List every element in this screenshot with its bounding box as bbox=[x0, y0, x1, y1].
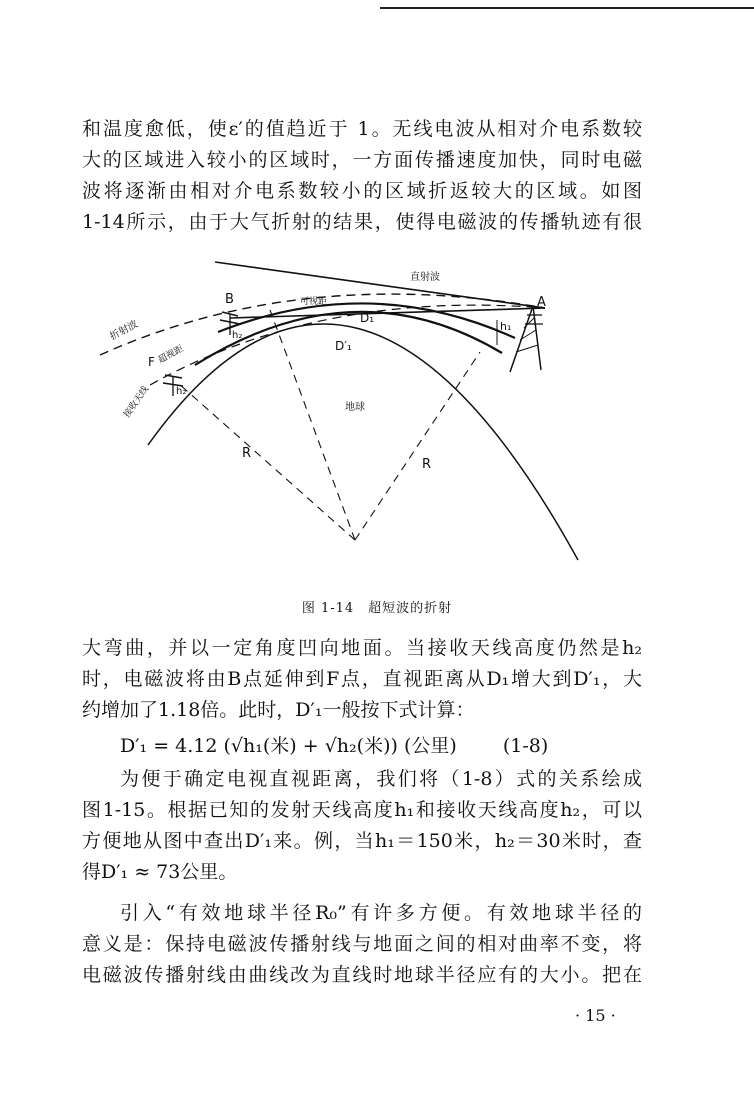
text-line: 大的区域进入较小的区域时，一方面传播速度加快，同时电磁 bbox=[82, 149, 642, 171]
text-line: 得D′₁ ≈ 73公里。 bbox=[82, 861, 238, 883]
direct-wave-label: 直射波 bbox=[410, 272, 440, 283]
transmit-tower-icon bbox=[510, 306, 543, 372]
text-line: 波将逐渐由相对介电系数较小的区域折返较大的区域。如图 bbox=[82, 180, 642, 202]
text-line: 意义是：保持电磁波传播射线与地面之间的相对曲率不变，将 bbox=[82, 933, 642, 955]
text-line: 方便地从图中查出D′₁来。例，当h₁＝150米，h₂＝30米时，查 bbox=[82, 830, 642, 852]
radius-right bbox=[355, 352, 480, 540]
radius-left bbox=[178, 383, 355, 540]
d-line-label: D₁ bbox=[360, 311, 375, 325]
radius-right-label: R bbox=[422, 457, 432, 472]
figure-caption: 图 1-14 超短波的折射 bbox=[301, 601, 453, 616]
text-line: 和温度愈低，使ε′的值趋近于 1。无线电波从相对介电系数较 bbox=[82, 118, 642, 140]
line-of-sight-label: 可视距 bbox=[300, 297, 328, 307]
earth-surface bbox=[148, 324, 578, 560]
page-number: · 15 · bbox=[575, 1006, 616, 1025]
h2-lower-label: h₂ bbox=[176, 386, 187, 397]
h2-upper-label: h₂ bbox=[232, 330, 243, 341]
text-line: 电磁波传播射线由曲线改为直线时地球半径应有的大小。把在 bbox=[82, 964, 642, 986]
point-b-label: B bbox=[225, 292, 234, 307]
text-line: 大弯曲，并以一定角度凹向地面。当接收天线高度仍然是h₂ bbox=[82, 637, 642, 659]
text-line: 图1-15。根据已知的发射天线高度h₁和接收天线高度h₂，可以 bbox=[82, 799, 642, 821]
beyond-sight-label: 超视距 bbox=[156, 344, 186, 366]
text-line: 引入“有效地球半径R₀”有许多方便。有效地球半径的 bbox=[120, 902, 642, 924]
h1-label: h₁ bbox=[500, 320, 512, 333]
point-a-label: A bbox=[537, 295, 546, 310]
paragraph-4 bbox=[82, 898, 642, 991]
direct-wave-line bbox=[215, 262, 545, 308]
d-prime-label: D′₁ bbox=[335, 339, 352, 353]
text-line: 为便于确定电视直视距离，我们将（1-8）式的关系绘成 bbox=[120, 768, 642, 790]
text-line: 1-14所示，由于大气折射的结果，使得电磁波的传播轨迹有很 bbox=[82, 211, 642, 233]
radius-left-label: R bbox=[242, 446, 252, 461]
refracted-wave-label: 折射波 bbox=[108, 318, 140, 343]
formula-text: D′₁ = 4.12 (√h₁(米) + √h₂(米)) (公里) bbox=[120, 735, 457, 757]
point-f-label: F bbox=[148, 355, 155, 369]
earth-label: 地球 bbox=[345, 402, 365, 413]
text-line: 约增加了1.18倍。此时，D′₁一般按下式计算： bbox=[82, 699, 475, 721]
formula-number: (1-8) bbox=[502, 735, 549, 757]
formula-1-8 bbox=[120, 731, 548, 758]
paragraph-2 bbox=[82, 633, 642, 726]
paragraph-3 bbox=[82, 764, 642, 888]
receive-antenna-label: 接收天线 bbox=[122, 384, 152, 420]
text-line: 时，电磁波将由B点延伸到F点，直视距离从D₁增大到D′₁，大 bbox=[82, 668, 642, 690]
